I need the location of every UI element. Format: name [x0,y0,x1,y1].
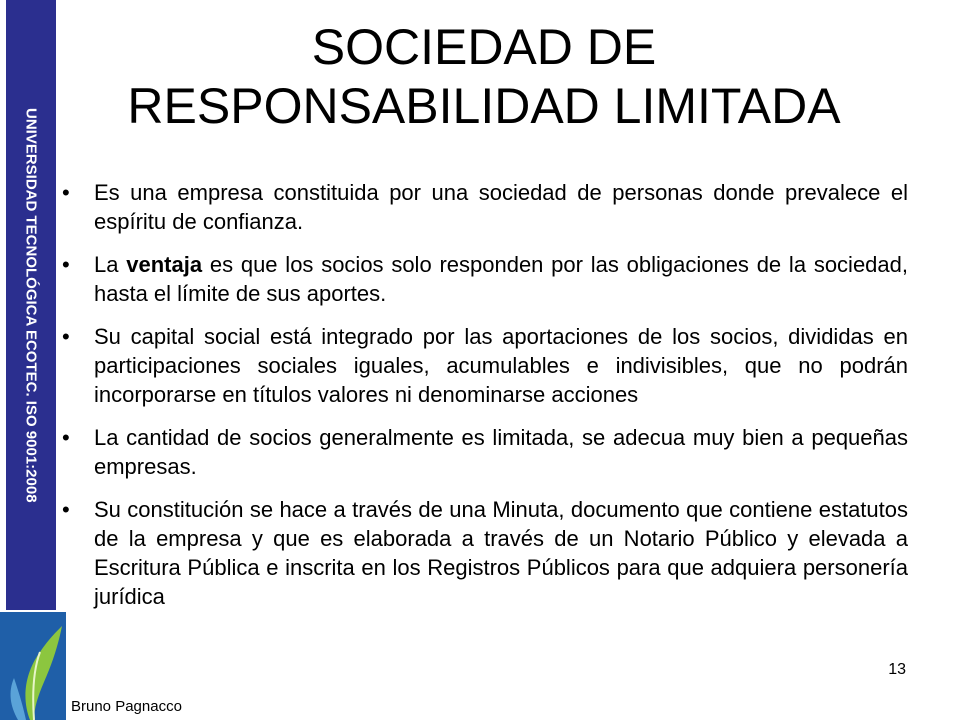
bullet-dot: • [62,425,70,450]
page-number: 13 [888,661,906,678]
bullet-text-1: Es una empresa constituida por una sociedad de personas donde prevalece el espíritu de confianza. [94,180,908,234]
bullet-text-2-bold: ventaja [126,252,203,277]
bullet-text-5: Su constitución se hace a través de una Minuta, documento que contiene estatutos de la empresa y que es elaborada a través de un Notario Público y elevada a Escritura Pública e inscrita en los Registros Públicos para que adquiera personería jurídica [94,497,908,609]
bullet-item-5 [62,495,908,611]
bullet-dot: • [62,252,70,277]
bullet-text-4: La cantidad de socios generalmente es limitada, se adecua muy bien a pequeñas empresas. [94,425,908,479]
title-line-2: RESPONSABILIDAD LIMITADA [127,78,841,134]
bullet-item-1 [62,178,908,236]
bullet-item-4 [62,423,908,481]
bullet-text-3: Su capital social está integrado por las aportaciones de los socios, divididas en participaciones sociales iguales, acumulables e indivisibles, que no podrán incorporarse en títulos valores ni denominarse acciones [94,324,908,407]
bullet-list [62,178,908,625]
bullet-dot: • [62,324,70,349]
slide-title [64,18,904,136]
bullet-dot: • [62,497,70,522]
bullet-item-3 [62,322,908,409]
title-line-1: SOCIEDAD DE [311,19,657,75]
author-name: Bruno Pagnacco [71,698,182,715]
bullet-dot: • [62,180,70,205]
leaf-logo-icon [0,612,66,720]
sidebar-banner [6,0,56,610]
bullet-text-2-after: es que los socios solo responden por las obligaciones de la sociedad, hasta el límite de sus aportes. [94,252,908,306]
university-name: UNIVERSIDAD TECNOLÓGICA ECOTEC. ISO 9001:2008 [22,107,40,503]
bullet-item-2 [62,250,908,308]
bullet-text-2-before: La [94,252,127,277]
sidebar-band [0,0,64,610]
